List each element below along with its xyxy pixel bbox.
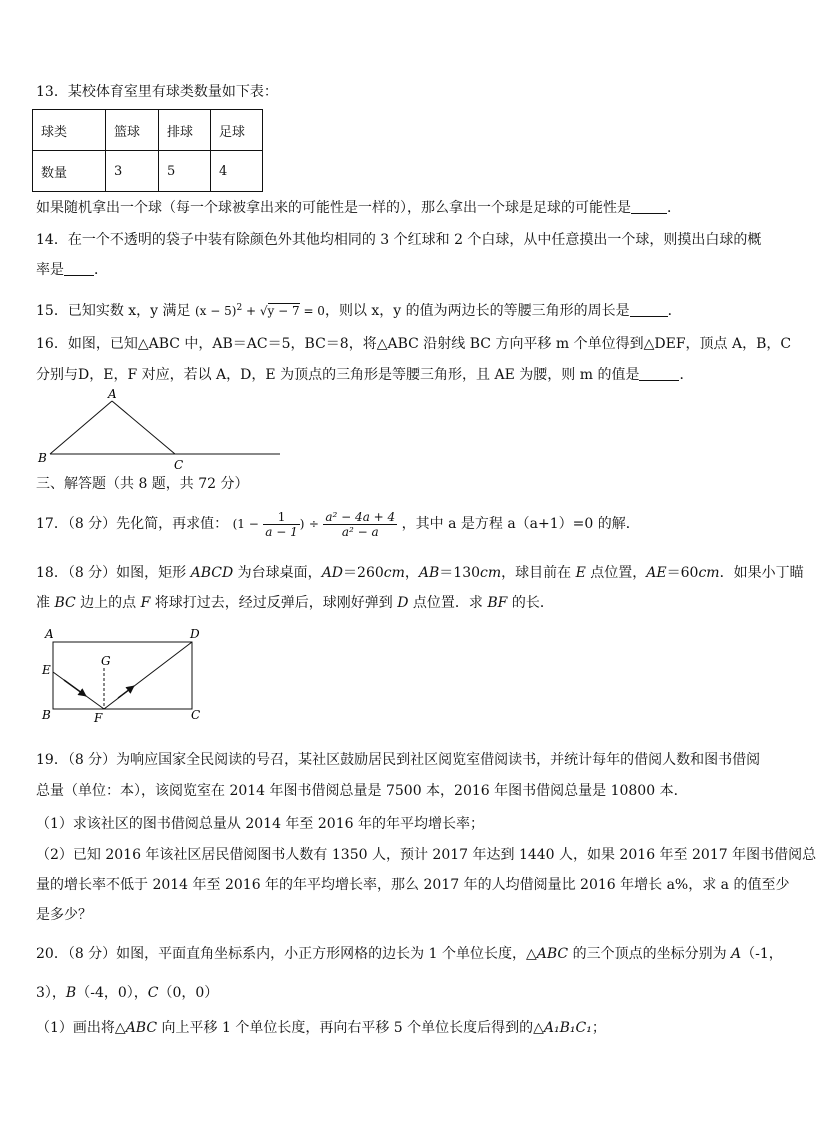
text: ，球目前在 [501, 565, 576, 581]
table-cell: 足球 [211, 110, 263, 151]
fraction-denominator: a − 1 [265, 524, 298, 539]
q17-text-post: ，其中 a 是方程 a（a+1）=0 的解． [401, 516, 640, 532]
fraction-numerator: a² − 4a + 4 [325, 509, 396, 524]
italic-var: BF [487, 595, 508, 611]
text: 向上平移 1 个单位长度，再向右平移 5 个单位长度后得到的△ [157, 1020, 544, 1036]
table-cell: 3 [106, 151, 159, 192]
fraction-1 [263, 510, 299, 539]
q16-line2 [36, 365, 693, 385]
italic-var: AE [646, 565, 667, 581]
q16-line1: 16．如图，已知△ABC 中，AB＝AC＝5，BC＝8，将△ABC 沿射线 BC 方向平移 m 个单位得到△DEF，顶点 A，B，C [36, 336, 792, 352]
text: ．如果小丁瞄 [719, 565, 804, 581]
section-three-title: 三、解答题（共 8 题，共 72 分） [36, 476, 249, 492]
q13-stem: 13．某校体育室里有球类数量如下表： [36, 84, 278, 100]
italic-var: A₁B₁C₁ [543, 1020, 592, 1036]
text: 的三个顶点的坐标分别为 [568, 946, 732, 962]
text: 3）， [36, 985, 66, 1001]
italic-unit: cm [480, 565, 502, 581]
q16-line2-end: ． [679, 367, 694, 383]
answer-blank[interactable] [639, 366, 679, 381]
triangle-side-ac [112, 401, 175, 454]
italic-var: F [140, 595, 151, 611]
italic-unit: cm [383, 565, 405, 581]
q15-text: 15．已知实数 x，y 满足 [36, 303, 191, 319]
table-rectangle [53, 642, 192, 709]
text: ＝60 [666, 565, 699, 581]
answer-blank[interactable] [630, 302, 668, 317]
q20-line2 [36, 983, 218, 1003]
q19-line1: 19．（8 分）为响应国家全民阅读的号召，某社区鼓励居民到社区阅览室借阅读书，并统计每年的借阅人数和图书借阅 [36, 752, 761, 768]
q13-question-text: 如果随机拿出一个球（每一个球被拿出来的可能性是一样的），那么拿出一个球是足球的可能性是 [36, 200, 631, 216]
q18-line2 [36, 593, 554, 613]
q17-text: 17．（8 分）先化简，再求值： [36, 516, 229, 532]
text: 将球打过去，经过反弹后，球刚好弹到 [150, 595, 398, 611]
fraction-2 [323, 510, 397, 539]
text: 20．（8 分）如图，平面直角坐标系内，小正方形网格的边长为 1 个单位长度，△ [36, 946, 537, 962]
text: （1）画出将△ [36, 1020, 126, 1036]
formula-part: (1 − [232, 517, 259, 531]
q20-line1 [36, 944, 783, 964]
fraction-denominator: a² − a [341, 524, 379, 539]
italic-var: E [575, 565, 586, 581]
arrow-ef [64, 680, 86, 696]
fraction-numerator: 1 [263, 510, 299, 525]
italic-var: B [65, 985, 77, 1001]
table-cell: 5 [159, 151, 211, 192]
label-c: C [191, 708, 201, 722]
q15-formula [195, 304, 325, 318]
q18-billiard-figure [36, 624, 216, 726]
q17-line [36, 506, 640, 542]
q19-sub2-line2: 量的增长率不低于 2014 年至 2016 年的年平均增长率，那么 2017 年的人均借阅量比 2016 年增长 a%，求 a 的值至少 [36, 877, 790, 893]
arrow-fd [118, 686, 134, 698]
q16-line2-text: 分别与D，E，F 对应，若以 A，D，E 为顶点的三角形是等腰三角形，且 AE 为腰，则 m 的值是 [36, 367, 640, 383]
label-b: B [42, 708, 51, 722]
q16-triangle-figure [30, 385, 290, 475]
table-cell: 4 [211, 151, 263, 192]
q13-question-end: ． [667, 200, 681, 216]
q14-line2-end: ． [94, 262, 108, 278]
italic-var: AD [321, 565, 344, 581]
q13-question [36, 198, 681, 218]
q13-ball-table [32, 109, 263, 192]
text: 的长． [507, 595, 554, 611]
text: 为台球桌面， [233, 565, 322, 581]
formula-part: ) [299, 517, 305, 531]
text: ＝260 [343, 565, 384, 581]
formula-part: + [242, 304, 260, 318]
text: ＝130 [439, 565, 481, 581]
text: ； [591, 1020, 606, 1036]
formula-part: (x − 5) [194, 304, 237, 318]
table-cell: 篮球 [106, 110, 159, 151]
label-e: E [42, 663, 51, 677]
q18-line1 [36, 563, 804, 583]
q20-sub1 [36, 1018, 606, 1038]
q14-line1: 14．在一个不透明的袋子中装有除颜色外其他均相同的 3 个红球和 2 个白球，从中任意摸出一个球，则摸出白球的概 [36, 232, 762, 248]
q19-sub1: （1）求该社区的图书借阅总量从 2014 年至 2016 年的年平均增长率； [36, 816, 484, 832]
table-row [33, 151, 263, 192]
q19-sub2-line1: （2）已知 2016 年该社区居民借阅图书人数有 1350 人，预计 2017 年达到 1440 人，如果 2016 年至 2017 年图书借阅总 [36, 847, 816, 863]
q15-text-post: ，则以 x，y 的值为两边长的等腰三角形的周长是 [324, 303, 630, 319]
label-a: A [108, 387, 117, 401]
sqrt-content: y − 7 [267, 304, 300, 318]
formula-part: = 0 [299, 304, 325, 318]
formula-exponent: 2 [236, 303, 243, 313]
q14-line2-text: 率是 [36, 262, 64, 278]
table-cell: 球类 [33, 110, 106, 151]
text: 18．（8 分）如图，矩形 [36, 565, 191, 581]
answer-blank[interactable] [631, 199, 667, 214]
label-b: B [38, 451, 47, 465]
text: 准 [36, 595, 55, 611]
q14-line2 [36, 260, 108, 280]
q19-line2: 总量（单位：本），该阅览室在 2014 年图书借阅总量是 7500 本，2016 年图书借阅总量是 10800 本． [36, 783, 688, 799]
italic-var: ABCD [190, 565, 234, 581]
label-c: C [174, 458, 184, 472]
italic-var: AB [418, 565, 440, 581]
italic-unit: cm [698, 565, 720, 581]
q15-line [36, 298, 682, 321]
table-header-row [33, 110, 263, 151]
italic-var: ABC [536, 946, 569, 962]
italic-var: ABC [125, 1020, 158, 1036]
label-g: G [101, 654, 111, 668]
italic-var: C [147, 985, 159, 1001]
italic-var: D [397, 595, 409, 611]
sqrt-symbol: √ [259, 304, 268, 318]
italic-var: BC [54, 595, 76, 611]
q19-sub2-line3: 是多少？ [36, 907, 92, 923]
label-d: D [190, 627, 200, 641]
text: 点位置， [585, 565, 647, 581]
divide-sign: ÷ [308, 517, 319, 531]
text: （-1， [741, 946, 783, 962]
label-a: A [45, 627, 54, 641]
table-cell: 数量 [33, 151, 106, 192]
table-cell: 排球 [159, 110, 211, 151]
label-f: F [94, 711, 103, 725]
text: （-4，0）， [76, 985, 148, 1001]
path-fd [104, 642, 192, 709]
text: 点位置．求 [408, 595, 488, 611]
q15-end: ． [667, 303, 682, 319]
italic-var: A [731, 946, 742, 962]
text: （0，0） [158, 985, 219, 1001]
triangle-side-ab [50, 401, 112, 454]
text: 边上的点 [75, 595, 141, 611]
answer-blank[interactable] [64, 261, 94, 276]
text: ， [404, 565, 419, 581]
